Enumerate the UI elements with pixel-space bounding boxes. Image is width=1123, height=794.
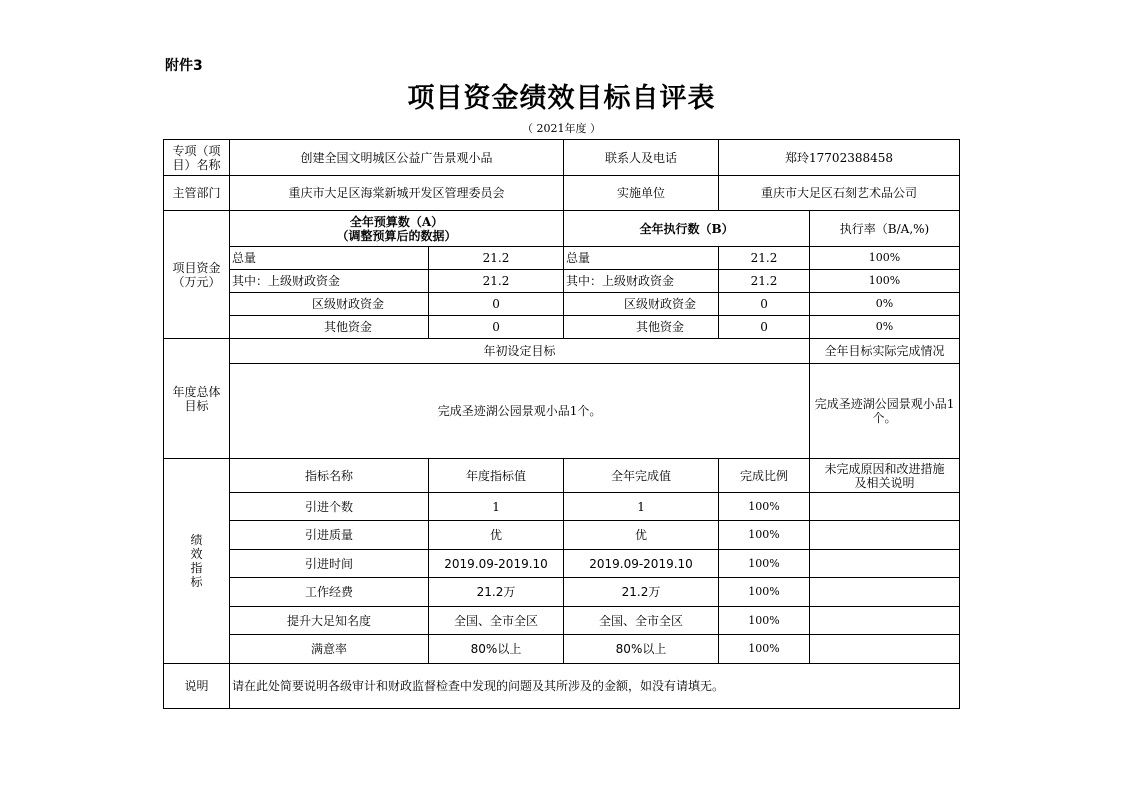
dept-label: 主管部门 [164, 176, 230, 211]
indicator-name: 引进时间 [230, 550, 429, 578]
indicator-target: 全国、全市全区 [429, 607, 564, 635]
note-text: 请在此处简要说明各级审计和财政监督检查中发现的问题及其所涉及的金额，如没有请填无。 [230, 664, 960, 709]
indicator-ratio: 100% [719, 493, 810, 521]
budget-header-line2: （调整预算后的数据） [336, 228, 457, 243]
contact-label: 联系人及电话 [564, 140, 719, 176]
impl-label: 实施单位 [564, 176, 719, 211]
indicator-name-header: 指标名称 [230, 459, 429, 493]
exec-header: 全年执行数（B） [564, 211, 810, 247]
fund-row-b: 21.2 [719, 270, 810, 293]
fund-row-label-b: 其中：上级财政资金 [564, 270, 719, 293]
budget-header-line1: 全年预算数（A） [349, 214, 444, 229]
indicator-actual: 优 [564, 521, 719, 550]
annual-goal-label-line2: 目标 [184, 398, 209, 413]
fund-row-rate: 100% [810, 270, 960, 293]
indicator-name: 满意率 [230, 635, 429, 664]
contact-value: 郑玲17702388458 [719, 140, 960, 176]
indicator-actual: 全国、全市全区 [564, 607, 719, 635]
fund-row-label-a: 其中：上级财政资金 [230, 270, 429, 293]
page-title: 项目资金绩效目标自评表 [407, 83, 716, 114]
actual-goal-header: 全年目标实际完成情况 [810, 339, 960, 364]
rate-header: 执行率（B/A,%) [810, 211, 960, 247]
indicator-ratio: 100% [719, 607, 810, 635]
indicator-reason [810, 521, 960, 550]
indicators-label-char: 效 [190, 547, 203, 561]
indicator-reason [810, 607, 960, 635]
indicator-ratio: 100% [719, 521, 810, 550]
set-goal-value: 完成圣迹湖公园景观小品1个。 [230, 364, 810, 459]
fund-row-label-b: 总量 [564, 247, 719, 270]
indicator-reason-header-line1: 未完成原因和改进措施 [824, 461, 945, 476]
fund-row-label-a: 总量 [230, 247, 429, 270]
indicator-reason [810, 493, 960, 521]
indicators-label-char: 指 [190, 561, 203, 575]
year-label: （ 2021年度 ） [522, 122, 601, 135]
indicator-actual: 1 [564, 493, 719, 521]
fund-row-label-b: 其他资金 [564, 316, 719, 339]
attachment-label: 附件3 [165, 58, 203, 74]
fund-row-label-a: 区级财政资金 [230, 293, 429, 316]
indicator-ratio: 100% [719, 578, 810, 607]
self-evaluation-table [163, 139, 960, 709]
funds-label: 项目资金 （万元） [164, 211, 230, 339]
fund-row-rate: 0% [810, 293, 960, 316]
fund-row-label-b: 区级财政资金 [564, 293, 719, 316]
indicator-ratio: 100% [719, 635, 810, 664]
indicator-target: 80%以上 [429, 635, 564, 664]
indicator-ratio: 100% [719, 550, 810, 578]
project-name-label: 专项（项 目）名称 [164, 140, 230, 176]
indicator-target: 2019.09-2019.10 [429, 550, 564, 578]
annual-goal-label [164, 339, 230, 459]
fund-row-label-a: 其他资金 [230, 316, 429, 339]
impl-value: 重庆市大足区石刻艺术品公司 [719, 176, 960, 211]
annual-goal-label-line1: 年度总体 [172, 384, 221, 399]
indicator-actual-header: 全年完成值 [564, 459, 719, 493]
indicator-name: 引进个数 [230, 493, 429, 521]
fund-row-rate: 100% [810, 247, 960, 270]
project-name-value: 创建全国文明城区公益广告景观小品 [230, 140, 564, 176]
fund-row-a: 21.2 [429, 270, 564, 293]
indicator-name: 引进质量 [230, 521, 429, 550]
fund-row-b: 0 [719, 293, 810, 316]
fund-row-a: 21.2 [429, 247, 564, 270]
fund-row-b: 21.2 [719, 247, 810, 270]
indicator-name: 提升大足知名度 [230, 607, 429, 635]
indicator-ratio-header: 完成比例 [719, 459, 810, 493]
indicator-target: 1 [429, 493, 564, 521]
note-label: 说明 [164, 664, 230, 709]
set-goal-header: 年初设定目标 [230, 339, 810, 364]
actual-goal-value: 完成圣迹湖公园景观小品1个。 [810, 364, 960, 459]
indicator-actual: 21.2万 [564, 578, 719, 607]
indicator-reason-header [810, 459, 960, 493]
indicator-name: 工作经费 [230, 578, 429, 607]
indicator-target-header: 年度指标值 [429, 459, 564, 493]
indicator-actual: 2019.09-2019.10 [564, 550, 719, 578]
dept-value: 重庆市大足区海棠新城开发区管理委员会 [230, 176, 564, 211]
fund-row-a: 0 [429, 293, 564, 316]
indicator-target: 优 [429, 521, 564, 550]
indicator-reason [810, 578, 960, 607]
indicators-label-char: 绩 [190, 533, 203, 547]
indicator-reason [810, 550, 960, 578]
indicator-target: 21.2万 [429, 578, 564, 607]
fund-row-a: 0 [429, 316, 564, 339]
indicator-reason [810, 635, 960, 664]
fund-row-b: 0 [719, 316, 810, 339]
indicators-label [164, 459, 230, 664]
indicator-actual: 80%以上 [564, 635, 719, 664]
indicators-label-char: 标 [190, 575, 203, 589]
indicator-reason-header-line2: 及相关说明 [854, 475, 915, 490]
budget-header [230, 211, 564, 247]
fund-row-rate: 0% [810, 316, 960, 339]
